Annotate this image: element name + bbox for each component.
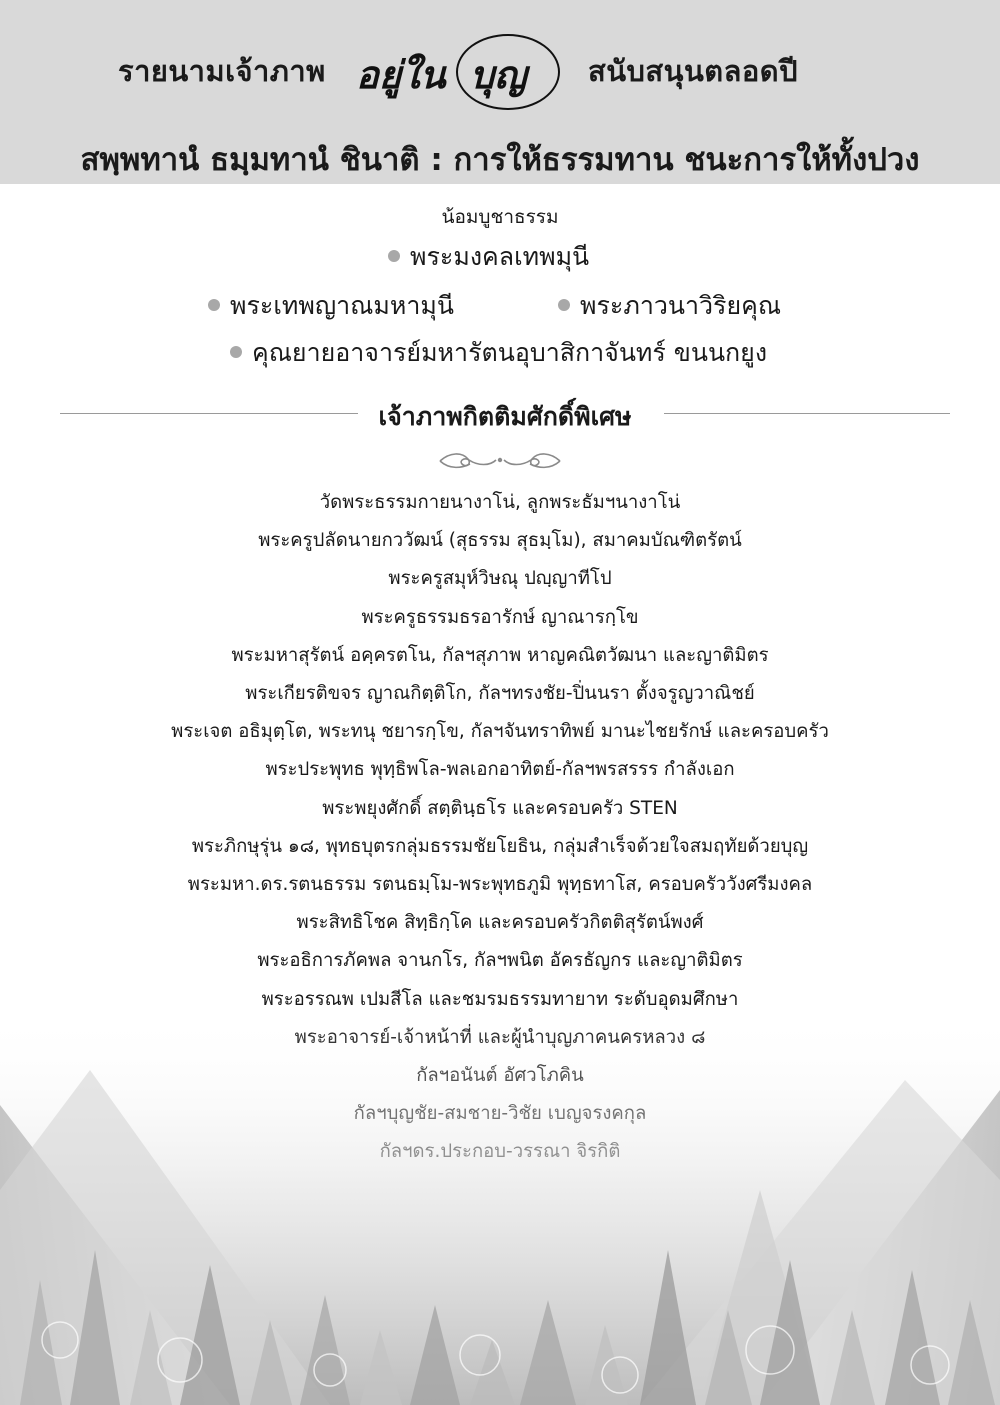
honoree-1	[388, 237, 589, 277]
aryunai-bun-logo	[352, 30, 572, 110]
honoree-name: พระเทพญาณมหามุนี	[230, 291, 454, 320]
honoree-name: คุณยายอาจารย์มหารัตนอุบาสิกาจันทร์ ขนนกยูง	[252, 338, 768, 367]
section-title: เจ้าภาพกิตติมศักดิ์พิเศษ	[378, 402, 632, 431]
logo-word-2: บุญ	[470, 52, 527, 97]
intro-text: น้อมบูชาธรรม	[441, 206, 559, 228]
flourish-ornament-icon	[436, 448, 564, 474]
sponsor-line: พระเจต อธิมุตฺโต, พระทนุ ชยารกฺโข, กัลฯจันทราทิพย์ มานะไชยรักษ์ และครอบครัว	[171, 721, 829, 743]
bullet-icon	[208, 299, 220, 311]
sponsor-line: พระพยุงศักดิ์ สตฺตินฺธโร และครอบครัว STEN	[322, 797, 678, 819]
honoree-name: พระมงคลเทพมุนี	[410, 242, 590, 271]
honoree-3	[558, 286, 781, 326]
sponsor-line: พระเกียรติขจร ญาณกิตฺติโก, กัลฯทรงชัย-ปิ่นนรา ตั้งจรูญวาณิชย์	[245, 683, 755, 705]
logo-word-1: อยู่ใน	[356, 52, 446, 97]
header-motto: สพฺพทานํ ธมฺมทานํ ชินาติ : การให้ธรรมทาน ชนะการให้ทั้งปวง	[80, 142, 920, 178]
sponsor-line: วัดพระธรรมกายนางาโน่, ลูกพระธัมฯนางาโน่	[319, 492, 681, 513]
honoree-4	[230, 333, 767, 373]
sponsor-line: พระอรรณพ เปมสีโล และชมรมธรรมทายาท ระดับอุดมศึกษา	[261, 988, 739, 1010]
crystal-mountain-background	[0, 1010, 1000, 1405]
sponsor-line: พระอธิการภัคพล จานกโร, กัลฯพนิต อัครธัญกร และญาติมิตร	[257, 950, 743, 972]
header-right-text: สนับสนุนตลอดปี	[588, 54, 799, 88]
sponsor-line: พระประพุทธ พุทฺธิพโล-พลเอกอาทิตย์-กัลฯพรสรรร กำลังเอก	[265, 759, 735, 781]
bullet-icon	[388, 250, 400, 262]
sponsor-line: พระภิกษุรุ่น ๑๘, พุทธบุตรกลุ่มธรรมชัยโยธิน, กลุ่มสำเร็จด้วยใจสมฤทัยด้วยบุญ	[191, 835, 809, 857]
sponsor-line: พระครูปลัดนายกววัฒน์ (สุธรรม สุธมฺโม), สมาคมบัณฑิตรัตน์	[258, 530, 742, 552]
honoree-2	[208, 286, 454, 326]
header-title-row	[0, 30, 1000, 110]
sponsor-line: พระครูสมุห์วิษณุ ปญฺญาทีโป	[388, 568, 612, 590]
sponsor-line: พระมหา.ดร.รตนธรรม รตนธมฺโม-พระพุทธภูมิ พุทฺธทาโส, ครอบครัววังศรีมงคล	[187, 874, 813, 896]
header-banner	[0, 0, 1000, 184]
bullet-icon	[230, 346, 242, 358]
header-left-text: รายนามเจ้าภาพ	[118, 54, 326, 88]
sponsor-line: พระครูธรรมธรอารักษ์ ญาณารกฺโข	[361, 606, 639, 628]
bullet-icon	[558, 299, 570, 311]
sponsor-line: พระมหาสุรัตน์ อคฺครตโน, กัลฯสุภาพ หาญคณิตวัฒนา และญาติมิตร	[231, 644, 769, 666]
section-heading	[60, 395, 950, 435]
honoree-name: พระภาวนาวิริยคุณ	[580, 291, 782, 320]
sponsor-line: พระสิทธิโชค สิทฺธิกฺโค และครอบครัวกิตติสุรัตน์พงศ์	[296, 912, 704, 934]
